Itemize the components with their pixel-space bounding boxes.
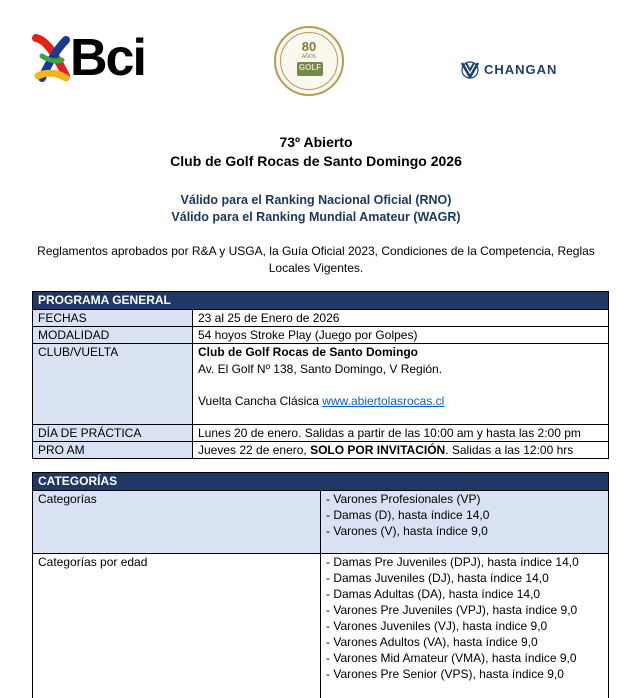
- seal-inner-ring: [280, 32, 338, 90]
- proam-invitation: SOLO POR INVITACIÓN: [310, 443, 446, 457]
- club-vuelta-text: Vuelta Cancha Clásica: [198, 394, 323, 408]
- club-vuelta-value: [193, 344, 609, 425]
- categorias-table: [32, 472, 609, 698]
- club-address: Av. El Golf Nº 138, Santo Domingo, V Región.: [198, 362, 443, 376]
- proam-pre: Jueves 22 de enero,: [198, 443, 311, 457]
- club-name: Club de Golf Rocas de Santo Domingo: [198, 345, 419, 359]
- ranking-national-line: Válido para el Ranking Nacional Oficial (RNO): [180, 193, 452, 207]
- list-item: - Varones Pre Juveniles (VPJ), hasta índice 9,0: [326, 603, 578, 617]
- proam-label: PRO AM: [33, 442, 193, 459]
- seal-mark-text: GOLF: [298, 63, 322, 72]
- proam-post: . Salidas a las 12:00 hrs: [445, 443, 574, 457]
- seal-number: 80: [301, 39, 317, 54]
- list-item: - Varones Juveniles (VJ), hasta índice 9,0: [326, 619, 548, 633]
- bci-logo: [32, 30, 152, 86]
- list-item: - Damas Adultas (DA), hasta índice 14,0: [326, 587, 541, 601]
- list-item: - Varones Adultos (VA), hasta índice 9,0: [326, 635, 538, 649]
- list-item: - Varones (V), hasta índice 9,0: [326, 524, 488, 538]
- club-anniversary-seal: [274, 26, 344, 96]
- regulations-paragraph: Reglamentos aprobados por R&A y USGA, la Guía Oficial 2023, Condiciones de la Competencia, Reglas Locales Vigentes.: [37, 244, 595, 275]
- club-vuelta-line: [198, 393, 603, 409]
- categorias-list: [321, 491, 609, 554]
- logo-row: [0, 0, 632, 100]
- categorias-label: Categorías: [33, 491, 321, 554]
- list-item: - Damas (D), hasta índice 14,0: [326, 508, 490, 522]
- bci-swoosh-icon: [32, 32, 72, 84]
- categorias-edad-label: Categorías por edad: [33, 554, 321, 698]
- list-item: - Varones Profesionales (VP): [326, 492, 481, 506]
- club-vuelta-label: CLUB/VUELTA: [33, 344, 193, 425]
- categorias-edad-list: [321, 554, 609, 698]
- modalidad-value: 54 hoyos Stroke Play (Juego por Golpes): [193, 327, 609, 344]
- tournament-edition-title: 73º Abierto: [279, 134, 353, 150]
- programa-general-table: [32, 291, 609, 459]
- changan-logo-text: CHANGAN: [484, 62, 558, 77]
- seal-golf-mark: [297, 62, 323, 76]
- list-item: - Damas Juveniles (DJ), hasta índice 14,0: [326, 571, 549, 585]
- bci-logo-text: Bci: [70, 29, 145, 87]
- practica-value: Lunes 20 de enero. Salidas a partir de las 10:00 am y hasta las 2:00 pm: [193, 425, 609, 442]
- ranking-world-line: Válido para el Ranking Mundial Amateur (WAGR): [171, 210, 461, 224]
- list-item: - Varones Mid Amateur (VMA), hasta índice 9,0: [326, 651, 577, 665]
- proam-value: [193, 442, 609, 459]
- fechas-value: 23 al 25 de Enero de 2026: [193, 310, 609, 327]
- changan-emblem-icon: [460, 61, 480, 79]
- programa-general-header: PROGRAMA GENERAL: [33, 292, 609, 310]
- practica-label: DÍA DE PRÁCTICA: [33, 425, 193, 442]
- categorias-header: CATEGORÍAS: [33, 473, 609, 491]
- modalidad-label: MODALIDAD: [33, 327, 193, 344]
- website-link[interactable]: www.abiertolasrocas.cl: [322, 394, 445, 408]
- seal-subtitle: AÑOS: [301, 54, 317, 60]
- list-item: - Varones Pre Senior (VPS), hasta índice 9,0: [326, 667, 564, 681]
- tournament-club-title: Club de Golf Rocas de Santo Domingo 2026: [170, 153, 462, 169]
- fechas-label: FECHAS: [33, 310, 193, 327]
- list-item: - Damas Pre Juveniles (DPJ), hasta índice 14,0: [326, 555, 579, 569]
